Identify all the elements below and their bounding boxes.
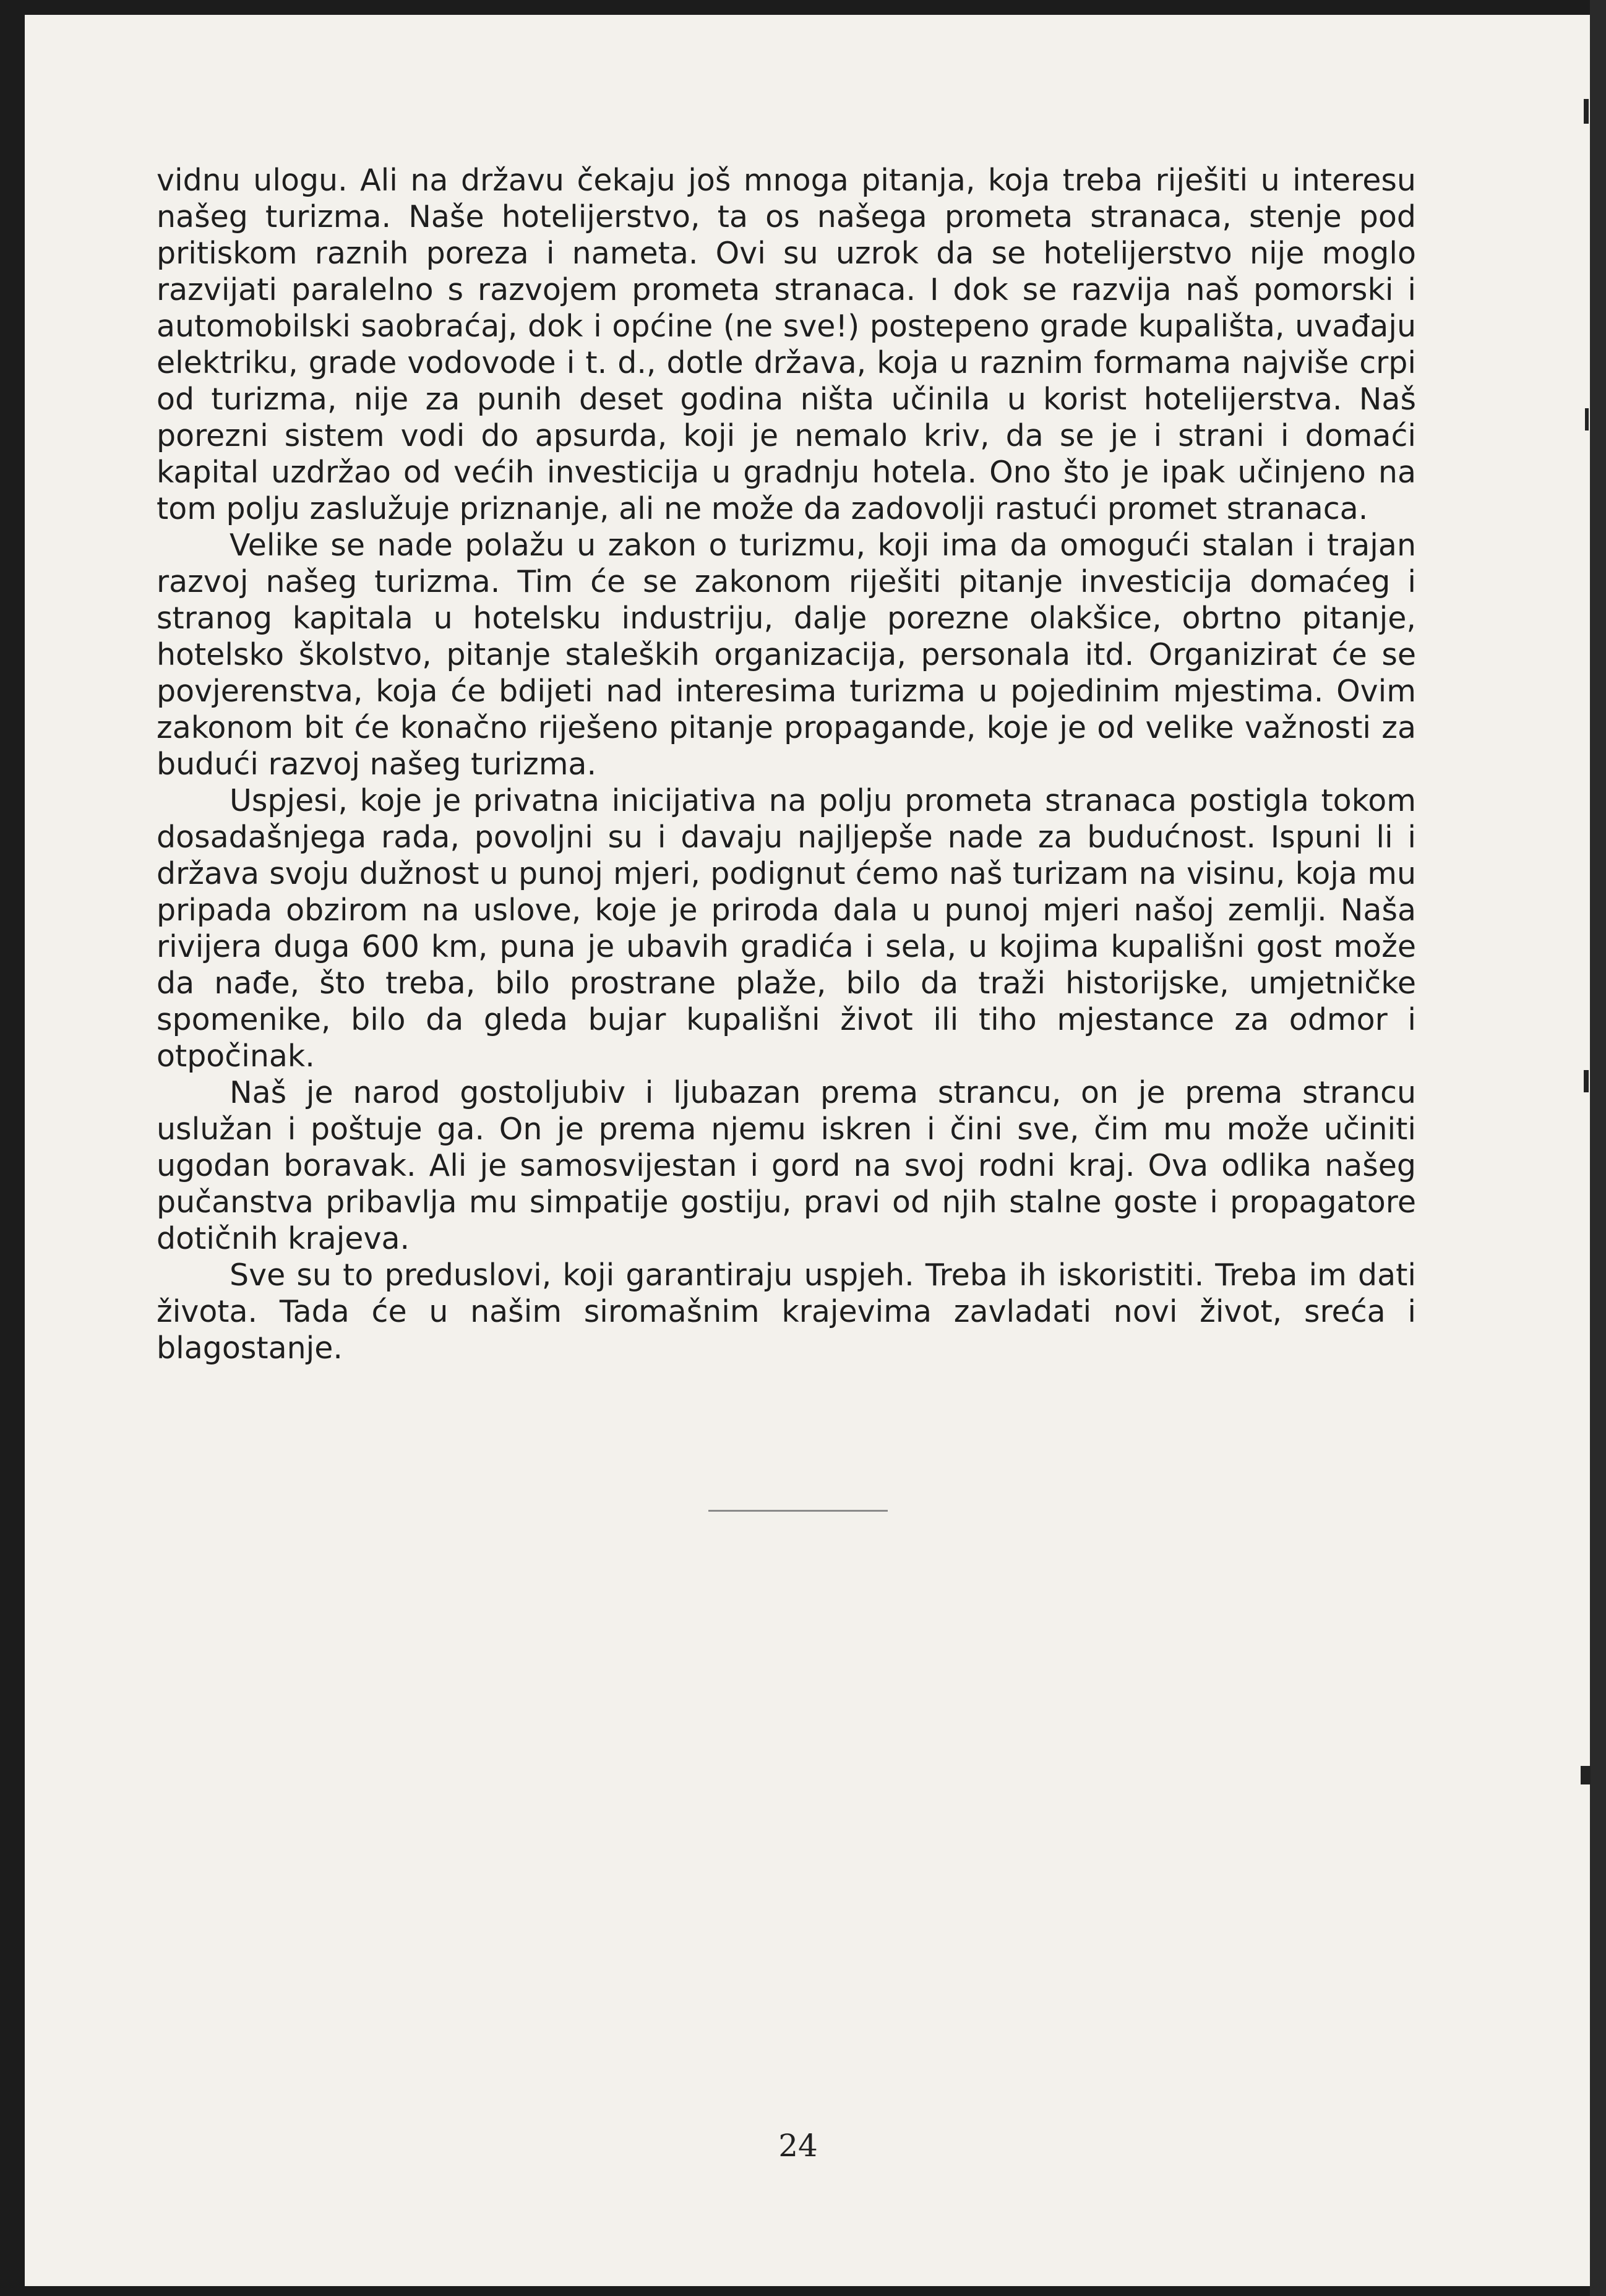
edge-mark: [1584, 1070, 1589, 1092]
edge-mark: [1584, 99, 1589, 124]
paragraph-1: vidnu ulogu. Ali na državu čekaju još mnoga pitanja, koja treba riješiti u interesu našeg turizma. Naše hotelijerstvo, ta os našega prometa stranaca, stenje pod pritiskom raznih poreza i nameta. Ovi su uzrok da se hotelijerstvo nije moglo razvijati paralelno s razvojem prometa stranaca. I dok se razvija naš pomorski i automobilski saobraćaj, dok i općine (ne sve!) postepeno grade kupališta, uvađaju elektriku, grade vodovode i t. d., dotle država, koja u raznim formama najviše crpi od turizma, nije za punih deset godina ništa učinila u korist hotelijerstva. Naš porezni sistem vodi do apsurda, koji je nemalo kriv, da se je i strani i domaći kapital uzdržao od većih investicija u gradnju hotela. Ono što je ipak učinjeno na tom polju zaslužuje priznanje, ali ne može da zadovolji rastući promet stranaca.: [157, 163, 1416, 526]
paragraph-5: Sve su to preduslovi, koji garantiraju uspjeh. Treba ih iskoristiti. Treba im dati života. Tada će u našim siromašnim krajevima zavladati novi život, sreća i blagostanje.: [157, 1257, 1416, 1366]
paragraph-2: Velike se nade polažu u zakon o turizmu, koji ima da omogući stalan i trajan razvoj našeg turizma. Tim će se zakonom riješiti pitanje investicija domaćeg i stranog kapitala u hotelsku industriju, dalje porezne olakšice, obrtno pitanje, hotelsko školstvo, pitanje staleških organizacija, personala itd. Organizirat će se povjerenstva, koja će bdijeti nad interesima turizma u pojedinim mjestima. Ovim zakonom bit će konačno riješeno pitanje propagande, koje je od velike važnosti za budući razvoj našeg turizma.: [157, 528, 1416, 782]
binding-edge: [1590, 0, 1606, 2296]
paragraph-4: Naš je narod gostoljubiv i ljubazan prema strancu, on je prema strancu uslužan i poštuje ga. On je prema njemu iskren i čini sve, čim mu može učiniti ugodan boravak. Ali je samosvijestan i gord na svoj rodni kraj. Ova odlika našeg pučanstva pribavlja mu simpatije gostiju, pravi od njih stalne goste i propagatore dotičnih krajeva.: [157, 1075, 1416, 1256]
body-text: [157, 162, 1416, 1366]
edge-mark: [1585, 408, 1589, 430]
page-number: 24: [778, 2128, 818, 2164]
paragraph-3: Uspjesi, koje je privatna inicijativa na polju prometa stranaca postigla tokom dosadašnjega rada, povoljni su i davaju najljepše nade za budućnost. Ispuni li i država svoju dužnost u punoj mjeri, podignut ćemo naš turizam na visinu, koja mu pripada obzirom na uslove, koje je priroda dala u punoj mjeri našoj zemlji. Naša rivijera duga 600 km, puna je ubavih gradića i sela, u kojima kupališni gost može da nađe, što treba, bilo prostrane plaže, bilo da traži historijske, umjetničke spomenike, bilo da gleda bujar kupališni život ili tiho mjestance za odmor i otpočinak.: [157, 783, 1416, 1074]
section-separator: [708, 1510, 888, 1512]
edge-mark: [1581, 1766, 1591, 1784]
